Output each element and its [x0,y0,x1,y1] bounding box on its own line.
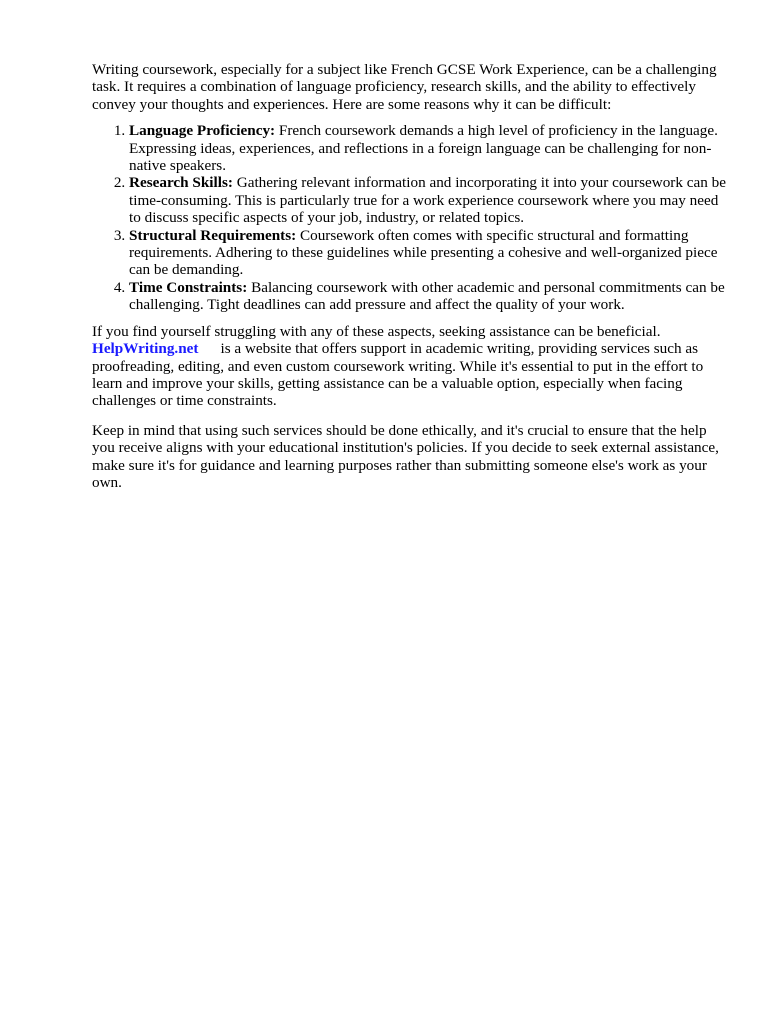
intro-paragraph: Writing coursework, especially for a subject like French GCSE Work Experience, can be a challenging task. It requires a combination of language proficiency, research skills, and the ability to effectively convey your thoughts and experiences. Here are some reasons why it can be difficult: [92,61,717,113]
reason-text: Coursework often comes with specific structural and formatting requirements. Adhering to these guidelines while presenting a cohesive and well-organized piece can be demanding. [129,226,718,279]
assistance-paragraph [92,323,732,410]
helpwriting-link[interactable]: HelpWriting.net [92,340,199,358]
reason-term: Research Skills: [129,174,233,192]
list-item [129,174,732,226]
document-page [92,61,732,491]
ethics-paragraph: Keep in mind that using such services should be done ethically, and it's crucial to ensure that the help you receive aligns with your educational institution's policies. If you decide to seek external assistance, make sure it's for guidance and learning purposes rather than submitting someone else's work as your own. [92,421,719,491]
assistance-rest: is a website that offers support in academic writing, providing services such as proofreading, editing, and even custom coursework writing. While it's essential to put in the effort to learn and improve your skills, getting assistance can be a valuable option, especially when facing challenges or time constraints. [92,340,704,410]
reason-term: Structural Requirements: [129,226,297,244]
reason-term: Time Constraints: [129,278,248,296]
assistance-lead: If you find yourself struggling with any of these aspects, seeking assistance can be beneficial. [92,322,661,340]
reason-text: Gathering relevant information and incorporating it into your coursework can be time-consuming. This is particularly true for a work experience coursework where you may need to discuss specific aspects of your job, industry, or related topics. [129,174,726,227]
reason-text: French coursework demands a high level of proficiency in the language. Expressing ideas, experiences, and reflections in a foreign language can be challenging for non-native speakers. [129,122,718,175]
reason-text: Balancing coursework with other academic and personal commitments can be challenging. Tight deadlines can add pressure and affect the quality of your work. [129,278,725,314]
list-item [129,227,732,279]
list-item [129,279,732,314]
reason-term: Language Proficiency: [129,122,276,140]
list-item [129,122,732,174]
reasons-list [92,122,732,313]
